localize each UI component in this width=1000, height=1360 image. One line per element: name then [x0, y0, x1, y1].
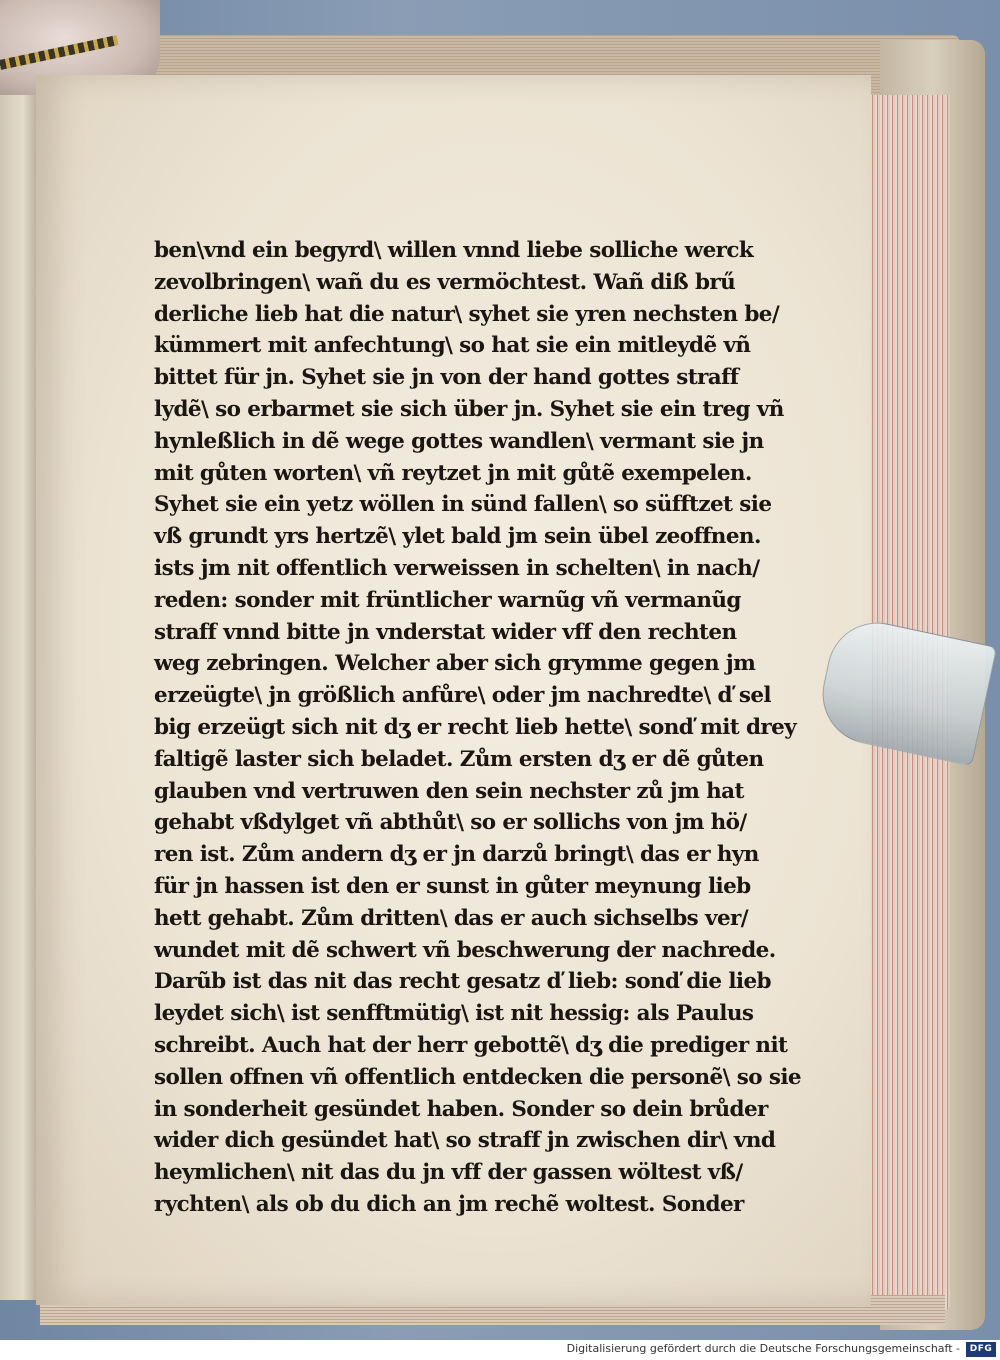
text-line: ren ist. Zům andern dʒ er jn darzů bringt\ das er hyn	[154, 842, 759, 868]
text-line: mit gůten worten\ vñ reytzet jn mit gůtẽ exempelen.	[154, 460, 752, 486]
text-line: straff vnnd bitte jn vnderstat wider vff den rechten	[154, 619, 737, 645]
text-line: leydet sich\ ist senfftmütig\ ist nit hessig: als Paulus	[154, 1001, 754, 1027]
text-line: zevolbringen\ wañ du es vermöchtest. Wañ diß brű	[154, 269, 736, 295]
dfg-logo-icon: DFG	[966, 1342, 996, 1357]
text-line: erzeügte\ jn größlich anfůre\ oder jm nachredte\ ď sel	[154, 683, 771, 709]
attribution-footer	[0, 1340, 1000, 1360]
text-line: bittet für jn. Syhet sie jn von der hand gottes straff	[154, 365, 739, 391]
text-line: heymlichen\ nit das du jn vff der gassen wöltest vß/	[154, 1160, 743, 1186]
text-line: reden: sonder mit früntlicher warnũg vñ vermanũg	[154, 587, 741, 613]
text-line: in sonderheit gesündet haben. Sonder so dein brůder	[154, 1096, 768, 1122]
text-line: kümmert mit anfechtung\ so hat sie ein mitleydẽ vñ	[154, 333, 751, 359]
text-line: hett gehabt. Zům dritten\ das er auch sichselbs ver/	[154, 905, 749, 931]
text-line: schreibt. Auch hat der herr gebottẽ\ dʒ die prediger nit	[154, 1032, 788, 1058]
text-line: lydẽ\ so erbarmet sie sich über jn. Syhet sie ein treg vñ	[154, 396, 784, 422]
text-line: ben\vnd ein begyrd\ willen vnnd liebe solliche werck	[154, 238, 754, 263]
text-line: rychten\ als ob du dich an jm rechẽ woltest. Sonder	[154, 1191, 744, 1217]
text-line: Darũb ist das nit das recht gesatz ď lieb: sonď die lieb	[154, 969, 771, 995]
text-line: derliche lieb hat die natur\ syhet sie yren nechsten be/	[154, 301, 780, 327]
text-line: faltigẽ laster sich beladet. Zům ersten dʒ er dẽ gůten	[154, 746, 764, 772]
text-line: hynleßlich in dẽ wege gottes wandlen\ vermant sie jn	[154, 428, 764, 454]
text-line: glauben vnd vertruwen den sein nechster zů jm hat	[154, 778, 744, 804]
text-line: gehabt vßdylget vñ abthůt\ so er sollichs von jm hö/	[154, 810, 747, 836]
text-line: wider dich gesündet hat\ so straff jn zwischen dir\ vnd	[154, 1128, 776, 1154]
text-line: big erzeügt sich nit dʒ er recht lieb hette\ sonď mit drey	[154, 714, 797, 740]
text-line: wundet mit dẽ schwert vñ beschwerung der nachrede.	[154, 937, 776, 963]
text-line: für jn hassen ist den er sunst in gůter meynung lieb	[154, 873, 751, 899]
text-line: ists jm nit offentlich verweissen in schelten\ in nach/	[154, 555, 760, 581]
facing-page-edge	[0, 70, 40, 1300]
text-line: sollen offnen vñ offentlich entdecken die personẽ\ so sie	[154, 1064, 801, 1090]
text-line: vß grundt yrs hertzẽ\ ylet bald jm sein übel zeoffnen.	[154, 524, 761, 550]
book-page	[36, 75, 871, 1305]
page-text-block	[154, 235, 801, 1221]
text-line: weg zebringen. Welcher aber sich grymme gegen jm	[154, 651, 756, 677]
text-line: Syhet sie ein yetz wöllen in sünd fallen\ so süfftzet sie	[154, 492, 772, 518]
funding-credit: Digitalisierung gefördert durch die Deutsche Forschungsgemeinschaft -	[566, 1342, 960, 1355]
